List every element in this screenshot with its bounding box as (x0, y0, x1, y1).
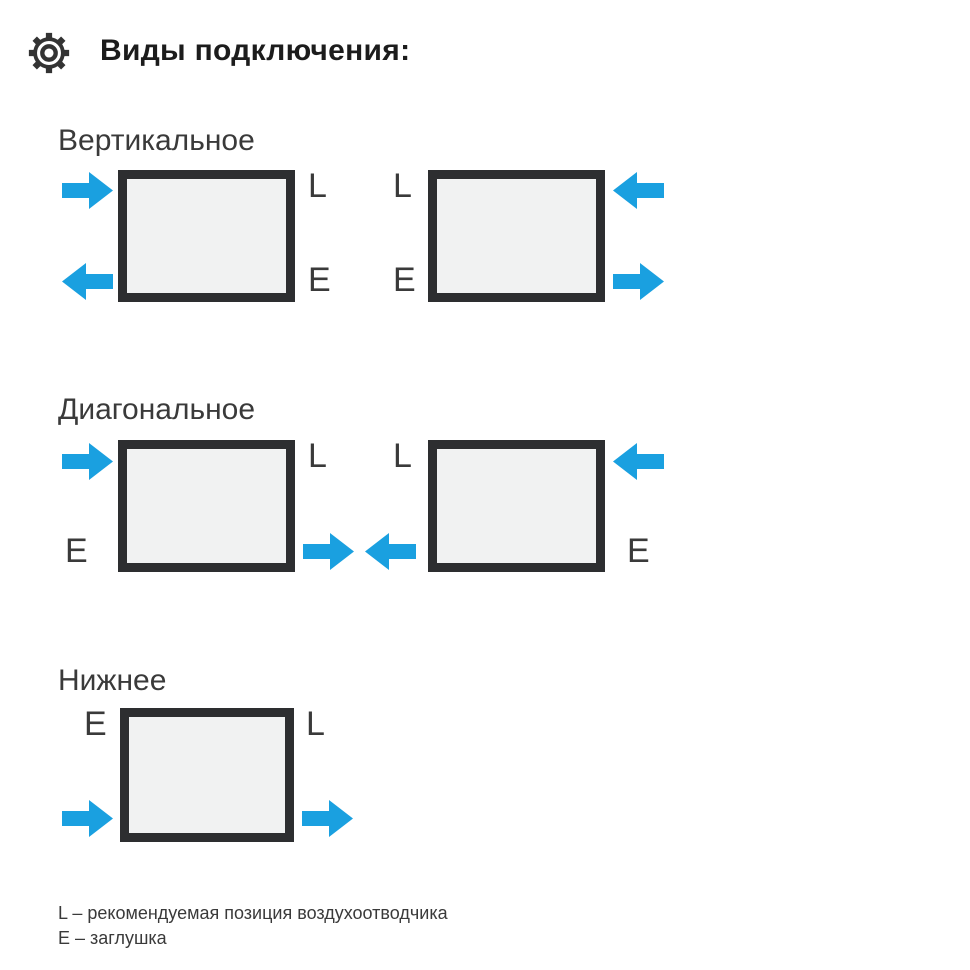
port-label-air-vent: L (308, 437, 327, 475)
inlet-arrow-right-icon (62, 172, 113, 209)
radiator-box (120, 708, 294, 842)
legend (58, 901, 448, 951)
port-label-plug: E (84, 705, 107, 743)
legend-line-plug: E – заглушка (58, 928, 167, 948)
radiator-box (118, 170, 295, 302)
port-label-plug: E (65, 532, 88, 570)
port-label-air-vent: L (393, 167, 412, 205)
outlet-arrow-right-icon (613, 263, 664, 300)
inlet-arrow-left-icon (613, 172, 664, 209)
port-label-air-vent: L (393, 437, 412, 475)
port-label-plug: E (627, 532, 650, 570)
legend-line-air-vent: L – рекомендуемая позиция воздухоотводчика (58, 903, 448, 923)
section-title-bottom: Нижнее (58, 664, 167, 697)
radiator-box (428, 440, 605, 572)
gear-icon (26, 30, 72, 76)
outlet-arrow-left-icon (365, 533, 416, 570)
port-label-plug: E (308, 261, 331, 299)
outlet-arrow-right-icon (302, 800, 353, 837)
radiator-box (118, 440, 295, 572)
inlet-arrow-left-icon (613, 443, 664, 480)
port-label-plug: E (393, 261, 416, 299)
radiator-box (428, 170, 605, 302)
port-label-air-vent: L (308, 167, 327, 205)
section-title-vertical: Вертикальное (58, 124, 255, 157)
inlet-arrow-right-icon (62, 800, 113, 837)
page-title: Виды подключения: (100, 34, 411, 67)
inlet-arrow-right-icon (62, 443, 113, 480)
outlet-arrow-right-icon (303, 533, 354, 570)
outlet-arrow-left-icon (62, 263, 113, 300)
section-title-diagonal: Диагональное (58, 393, 256, 426)
port-label-air-vent: L (306, 705, 325, 743)
